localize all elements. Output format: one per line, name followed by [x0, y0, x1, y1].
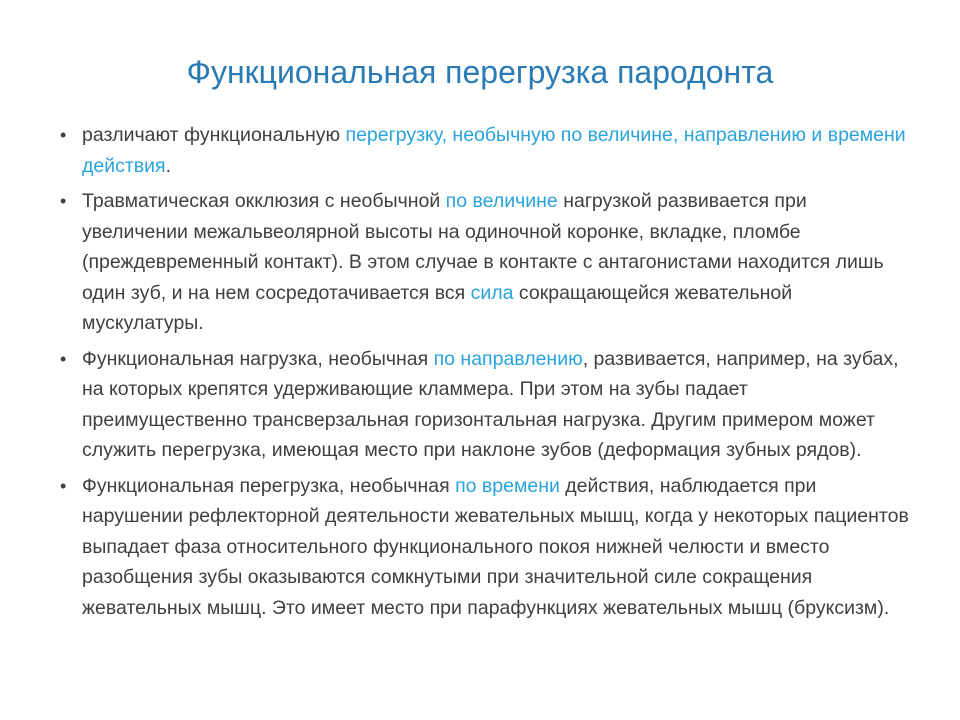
- bullet-dot-icon: •: [60, 348, 67, 369]
- bullet-text: [82, 190, 884, 334]
- bullet-item: [60, 120, 910, 181]
- bullet-text: [82, 348, 899, 462]
- highlighted-text: перегрузку, необычную по величине, направлению и времени действия: [82, 124, 906, 177]
- text-segment: Функциональная нагрузка, необычная: [82, 347, 434, 370]
- bullet-dot-icon: •: [60, 125, 67, 145]
- text-segment: различают функциональную: [82, 124, 346, 146]
- bullet-list: [60, 120, 910, 628]
- text-segment: .: [165, 154, 172, 177]
- text-segment: , развивается, например, на зубах, на которых крепятся удерживающие кламмера. При этом на зубы падает преимущественно трансверзальная горизонтальная нагрузка. Другим примером может служить перегрузка, имеющая место при наклоне зубов (деформация зубных рядов).: [82, 347, 899, 461]
- bullet-item: [60, 344, 910, 466]
- text-segment: Травматическая окклюзия с необычной: [82, 190, 446, 212]
- text-segment: Функциональная перегрузка, необычная: [82, 474, 456, 497]
- text-segment: нагрузкой развивается при увеличении межальвеолярной высоты на одиночной коронке, вкладке, пломбе (преждевременный контакт). В этом случае в контакте с антагонистами находится лишь один зуб, и на нем сосредотачивается вся: [82, 190, 884, 304]
- highlighted-text: по времени: [455, 474, 560, 497]
- highlighted-text: по направлению: [433, 347, 583, 370]
- highlighted-text: сила: [470, 281, 514, 304]
- slide-title: Функциональная перегрузка пародонта: [186, 54, 774, 90]
- bullet-text: [82, 475, 909, 619]
- bullet-text: [82, 124, 906, 177]
- bullet-dot-icon: •: [60, 191, 67, 211]
- bullet-item: [60, 186, 910, 339]
- text-segment: действия, наблюдается при нарушении рефлекторной деятельности жевательных мышц, когда у некоторых пациентов выпадает фаза относительного функционального покоя нижней челюсти и вместо разобщения зубы оказываются сомкнутыми при значительной силе сокращения жевательных мышц. Это имеет место при парафункциях жевательных мышц (бруксизм).: [82, 474, 909, 619]
- text-segment: сокращающейся жевательной мускулатуры.: [82, 281, 793, 334]
- bullet-item: [60, 471, 910, 624]
- bullet-dot-icon: •: [60, 475, 67, 496]
- highlighted-text: по величине: [445, 190, 558, 212]
